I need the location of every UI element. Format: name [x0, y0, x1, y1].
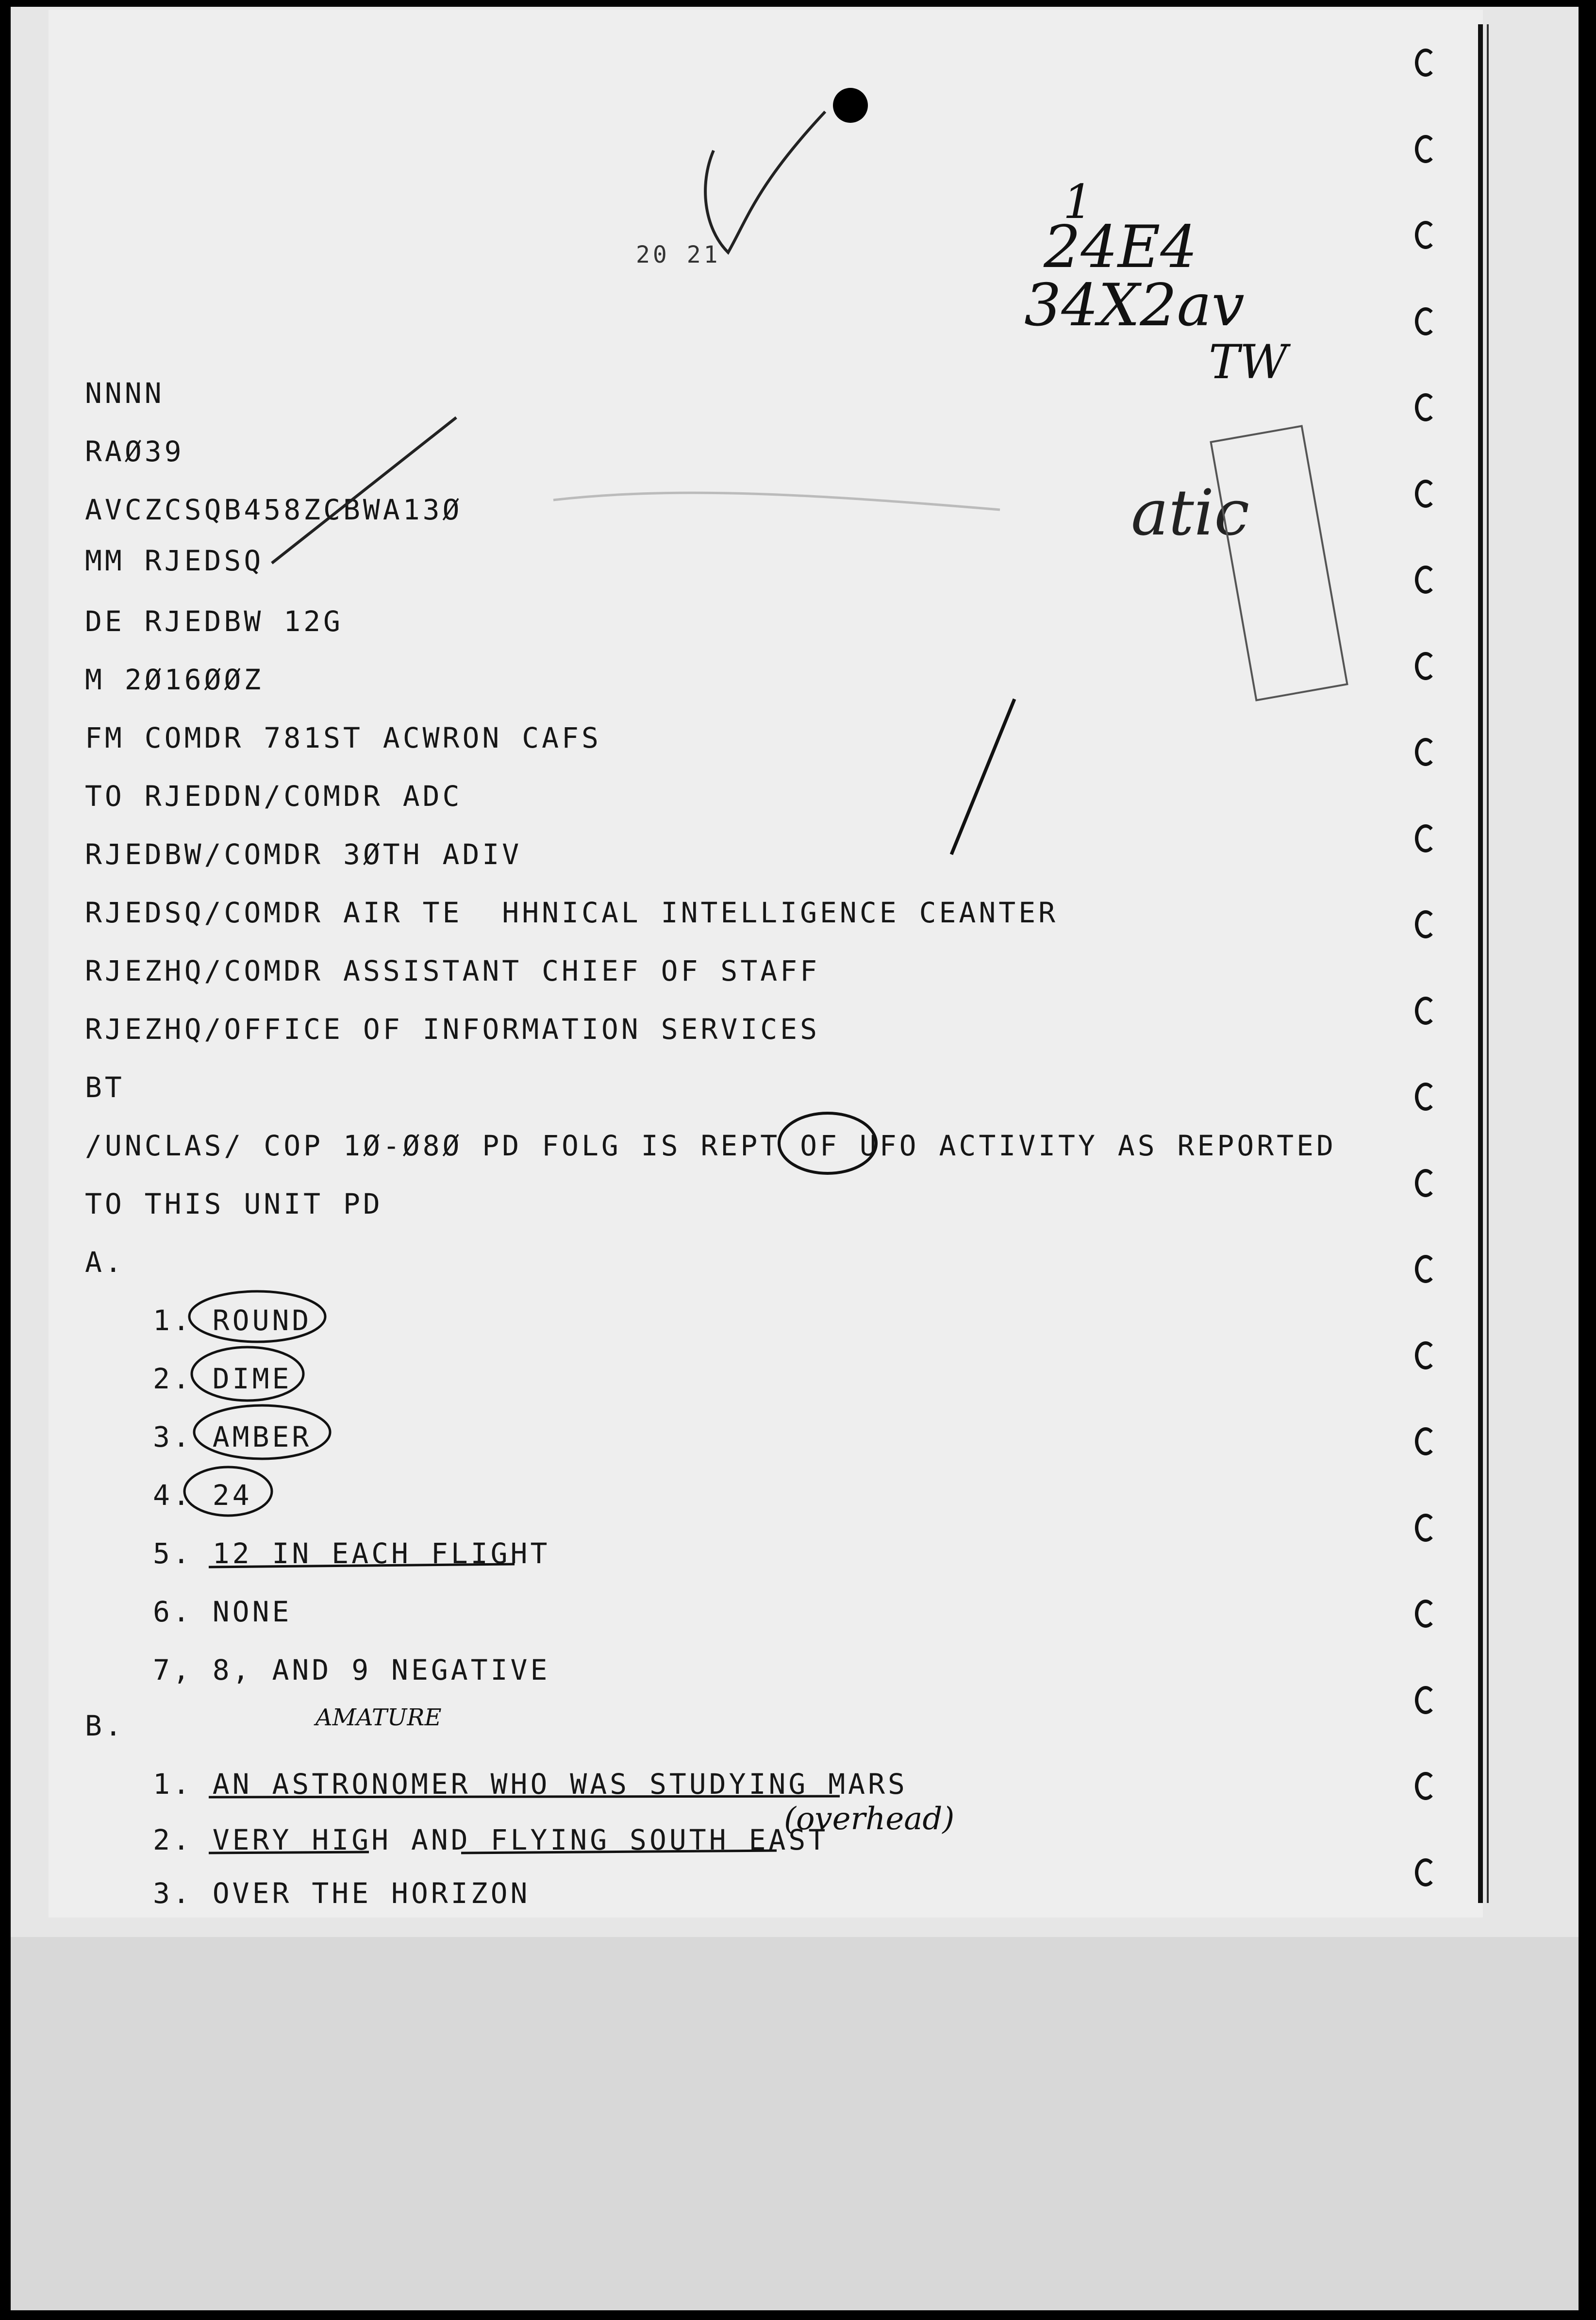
underline-very-high: [209, 1852, 369, 1853]
section-b-item-2: 2. VERY HIGH AND FLYING SOUTH EAST: [153, 1823, 829, 1856]
msg-line-1: NNNN: [85, 377, 165, 410]
msg-line-3: AVCZCSQB458ZCBWA13Ø: [85, 493, 463, 526]
msg-line-16: A.: [85, 1246, 125, 1279]
underline-12-each-flight: [209, 1564, 515, 1567]
underline-south-east: [461, 1851, 777, 1853]
msg-line-5: DE RJEDBW 12G: [85, 605, 343, 638]
msg-line-11: RJEZHQ/COMDR ASSISTANT CHIEF OF STAFF: [85, 954, 820, 987]
circle-ufo: [779, 1113, 876, 1173]
section-b-label: B.: [85, 1709, 125, 1742]
handwritten-atic: atic: [1131, 476, 1250, 550]
msg-line-2: RAØ39: [85, 435, 184, 468]
handwritten-note-3: 34X2av: [1024, 272, 1245, 339]
msg-line-7: FM COMDR 781ST ACWRON CAFS: [85, 721, 601, 754]
section-a-item-5: 5. 12 IN EACH FLIGHT: [153, 1537, 550, 1570]
handwritten-amature: AMATURE: [316, 1704, 442, 1731]
circle-dime: [192, 1347, 303, 1401]
handwritten-overhead: (overhead): [784, 1801, 955, 1837]
section-a-item-1: 1. ROUND: [153, 1304, 312, 1337]
section-b-item-1: 1. AN ASTRONOMER WHO WAS STUDYING MARS: [153, 1768, 908, 1801]
section-b-item-3: 3. OVER THE HORIZON: [153, 1877, 531, 1910]
msg-line-8: TO RJEDDN/COMDR ADC: [85, 780, 463, 813]
underline-astronomer: [209, 1796, 840, 1797]
ink-blot: [833, 88, 868, 123]
msg-line-4: MM RJEDSQ: [85, 544, 264, 577]
handwritten-note-1: 1: [1063, 175, 1093, 229]
header-marks: 20 21: [636, 241, 721, 268]
section-a-item-6: 6. NONE: [153, 1595, 292, 1628]
handwritten-initials: TW: [1209, 335, 1288, 389]
faint-handwriting: [553, 493, 1000, 510]
section-a-item-3: 3. AMBER: [153, 1420, 312, 1453]
msg-line-13: BT: [85, 1071, 125, 1104]
msg-line-15: TO THIS UNIT PD: [85, 1187, 383, 1220]
section-a-item-2: 2. DIME: [153, 1362, 292, 1395]
circle-amber: [194, 1405, 330, 1459]
stamp-box: [1211, 426, 1347, 701]
msg-line-9: RJEDBW/COMDR 3ØTH ADIV: [85, 838, 522, 871]
pen-stroke: [951, 699, 1014, 854]
pen-stroke: [272, 417, 456, 563]
circle-round: [189, 1291, 325, 1342]
msg-line-14: /UNCLAS/ COP 1Ø-Ø8Ø PD FOLG IS REPT OF UFO ACTIVITY AS REPORTED: [85, 1129, 1336, 1162]
msg-line-10: RJEDSQ/COMDR AIR TE HHNICAL INTELLIGENCE CEANTER: [85, 896, 1059, 929]
section-a-item-4: 4. 24: [153, 1479, 252, 1512]
msg-line-12: RJEZHQ/OFFICE OF INFORMATION SERVICES: [85, 1013, 820, 1046]
section-a-item-7: 7, 8, AND 9 NEGATIVE: [153, 1653, 550, 1686]
handwritten-note-2: 24E4: [1044, 214, 1197, 281]
msg-line-6: M 2Ø16ØØZ: [85, 663, 264, 696]
check-mark: [705, 112, 825, 252]
circle-24: [184, 1467, 272, 1516]
